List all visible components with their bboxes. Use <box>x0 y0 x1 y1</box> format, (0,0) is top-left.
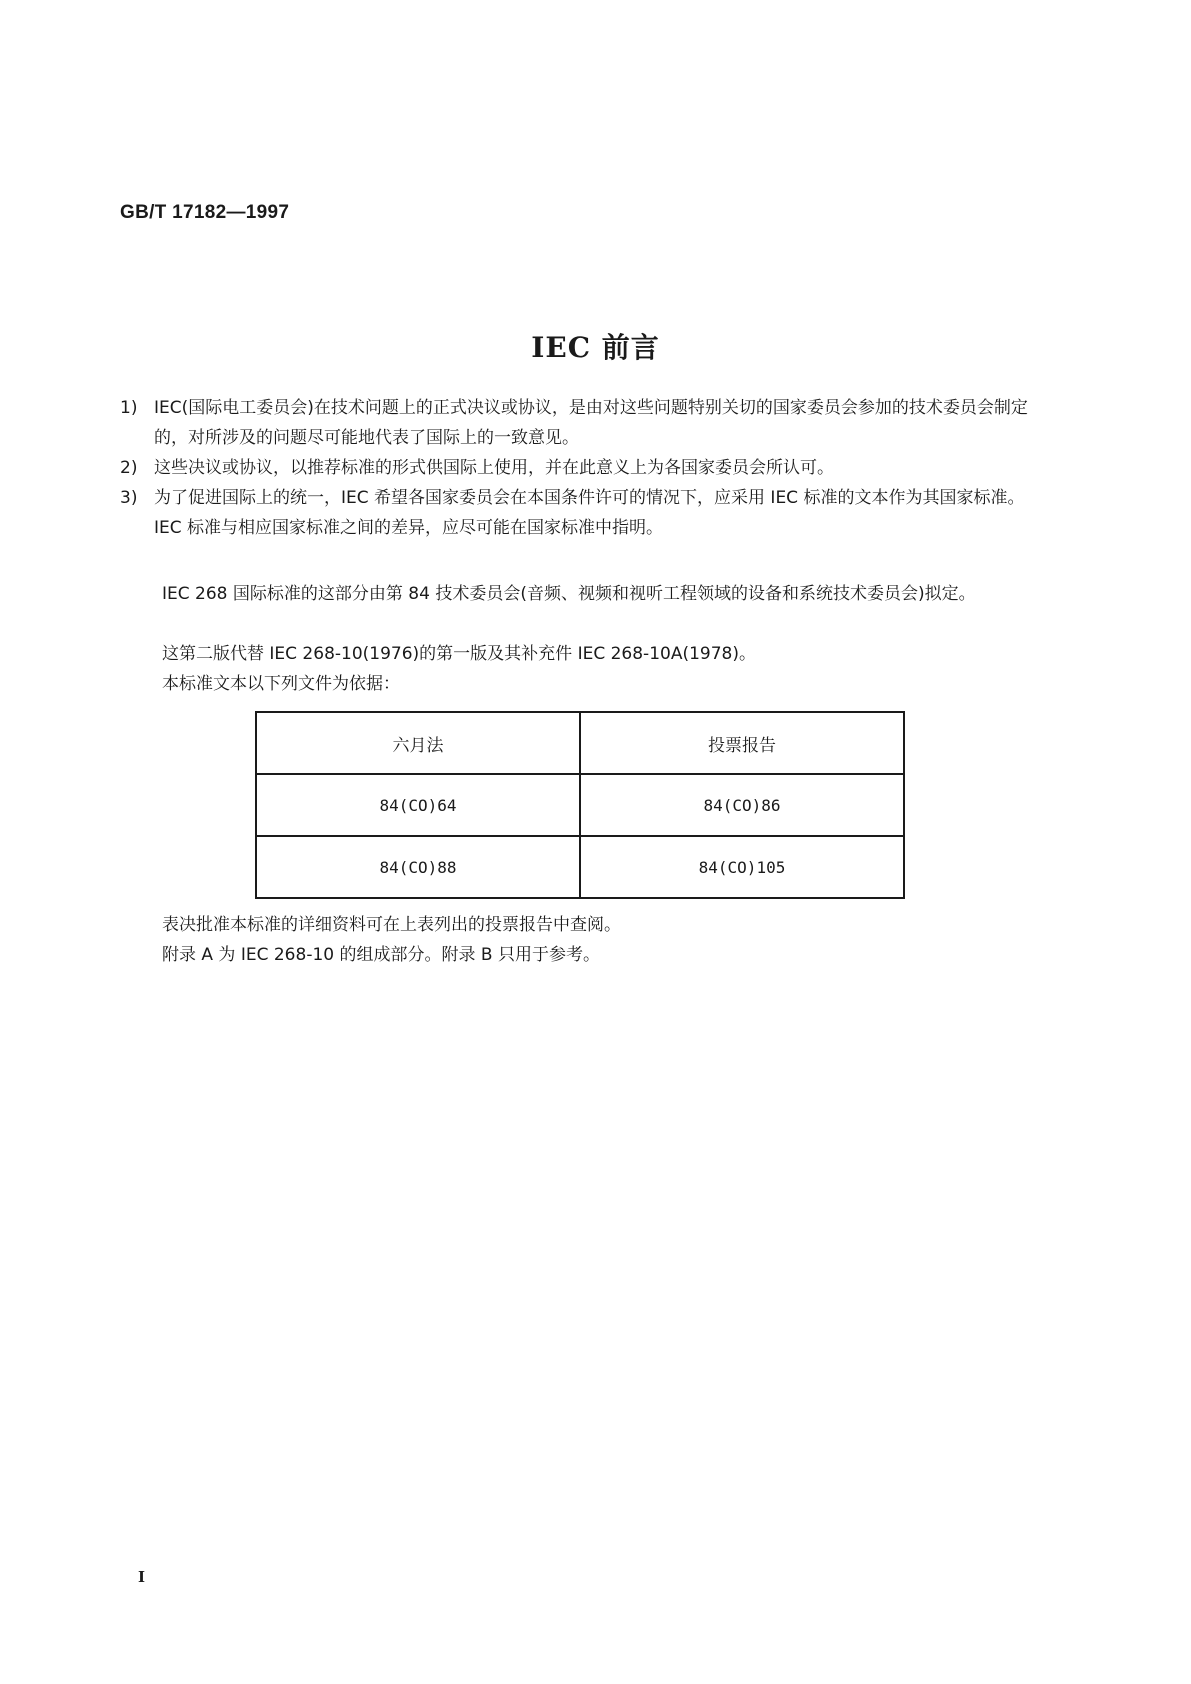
table-cell: 84(CO)86 <box>580 774 904 836</box>
clause-number: 1) <box>120 398 138 418</box>
voting-paragraph: 表决批准本标准的详细资料可在上表列出的投票报告中查阅。 <box>162 915 621 935</box>
basis-paragraph: 本标准文本以下列文件为依据： <box>162 674 400 694</box>
table-header-row <box>256 712 904 774</box>
page-title: IEC 前言 <box>531 331 660 364</box>
table-row <box>256 774 904 836</box>
annex-paragraph: 附录 A 为 IEC 268-10 的组成部分。附录 B 只用于参考。 <box>162 945 600 965</box>
clause-number: 2) <box>120 458 138 478</box>
clause-item <box>120 453 1050 483</box>
clause-number: 3) <box>120 488 138 508</box>
document-basis-table <box>255 711 905 899</box>
page-number: I <box>138 1568 146 1586</box>
table-cell: 84(CO)88 <box>256 836 580 898</box>
table-header-cell: 投票报告 <box>580 712 904 774</box>
table-cell: 84(CO)105 <box>580 836 904 898</box>
intro-paragraph: IEC 268 国际标准的这部分由第 84 技术委员会(音频、视频和视听工程领域的设备和系统技术委员会)拟定。 <box>162 584 976 604</box>
clause-item <box>120 483 1050 543</box>
clause-text: 为了促进国际上的统一，IEC 希望各国家委员会在本国条件许可的情况下，应采用 IEC 标准的文本作为其国家标准。IEC 标准与相应国家标准之间的差异，应尽可能在国家标准中指明。 <box>154 488 1025 538</box>
clause-text: 这些决议或协议，以推荐标准的形式供国际上使用，并在此意义上为各国家委员会所认可。 <box>154 458 834 478</box>
table-row <box>256 836 904 898</box>
supersede-paragraph: 这第二版代替 IEC 268-10(1976)的第一版及其补充件 IEC 268-10A(1978)。 <box>162 644 756 664</box>
table-cell: 84(CO)64 <box>256 774 580 836</box>
clause-text: IEC(国际电工委员会)在技术问题上的正式决议或协议，是由对这些问题特别关切的国家委员会参加的技术委员会制定的，对所涉及的问题尽可能地代表了国际上的一致意见。 <box>154 398 1028 448</box>
table-header-cell: 六月法 <box>256 712 580 774</box>
clause-item <box>120 393 1050 453</box>
standard-number: GB/T 17182—1997 <box>120 202 290 223</box>
